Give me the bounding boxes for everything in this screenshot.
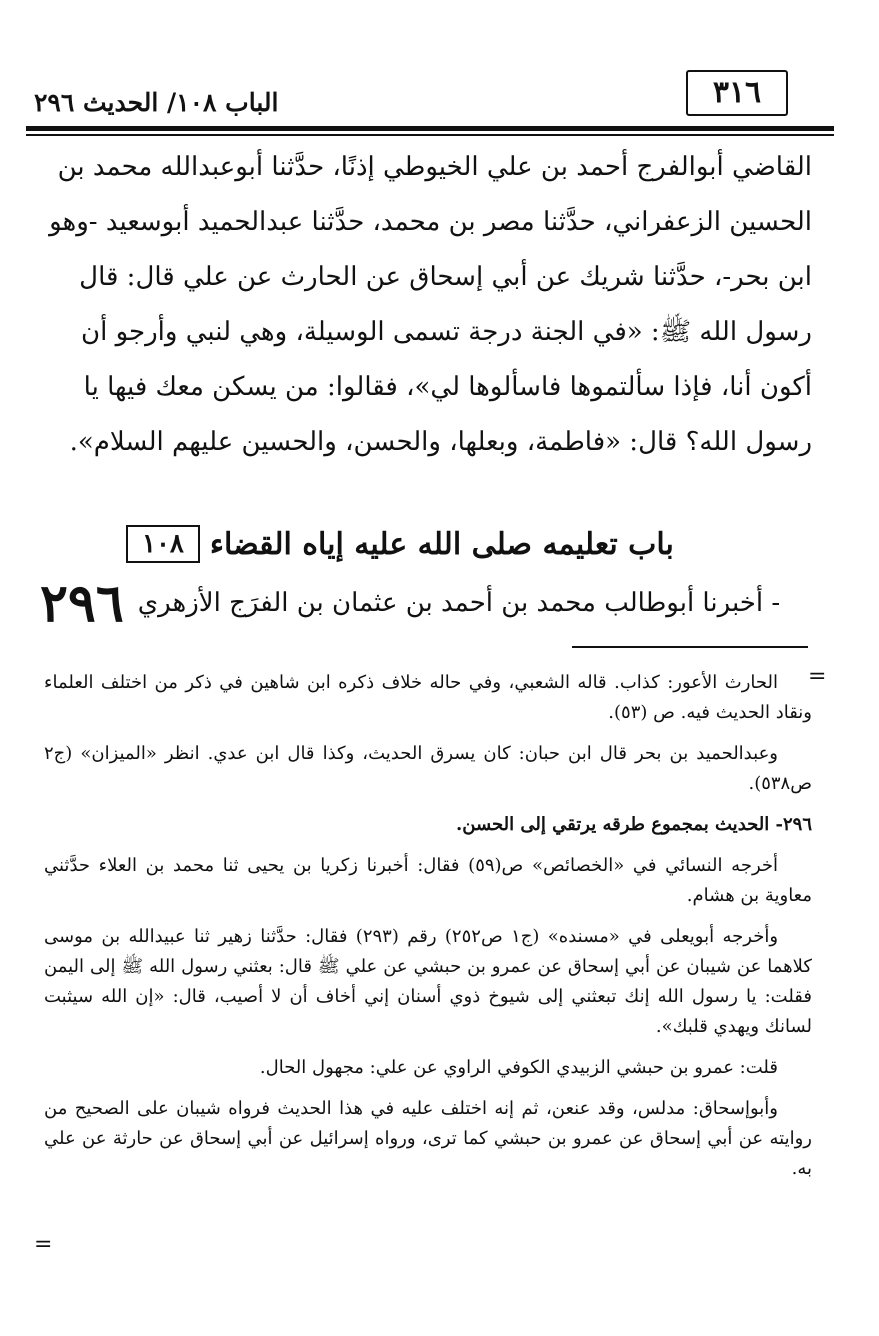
chapter-heading	[126, 514, 826, 574]
chapter-number: ١٠٨	[126, 525, 200, 563]
hadith-heading	[40, 572, 810, 634]
footnote-hadith-grade: ٢٩٦- الحديث بمجموع طرقه يرتقي إلى الحسن.	[456, 814, 812, 835]
page-header	[26, 62, 838, 132]
main-line: ابن بحر-، حدَّثنا شريك عن أبي إسحاق عن الحارث عن علي قال: قال	[79, 262, 812, 292]
main-line: رسول الله ﷺ: «في الجنة درجة تسمى الوسيلة، وهي لنبي وأرجو أن	[81, 317, 812, 347]
main-text	[36, 140, 812, 470]
footnote-rule	[572, 646, 808, 648]
footnotes	[44, 668, 812, 1195]
footnote-paragraph: الحارث الأعور: كذاب. قاله الشعبي، وفي حاله خلاف ذكره ابن شاهين في ذكر من اختلف العلماء ونقاد الحديث فيه. ص (٥٣).	[44, 672, 812, 723]
footnote-paragraph: وأخرجه أبويعلى في «مسنده» (ج١ ص٢٥٢) رقم (٢٩٣) فقال: حدَّثنا زهير ثنا عبيدالله بن موسى كلاهما عن شيبان عن أبي إسحاق عن عمرو بن حبشي عن علي ﷺ قال: بعثني رسول الله ﷺ إلى اليمن فقلت: يا رسول الله إنك تبعثني إلى شيوخ ذوي أسنان إني أخاف أن لا أصيب، قال: «إن الله سيثبت لسانك ويهدي قلبك».	[44, 926, 812, 1037]
hadith-text: - أخبرنا أبوطالب محمد بن أحمد بن عثمان بن الفرَج الأزهري	[137, 588, 781, 618]
footnote-paragraph: أخرجه النسائي في «الخصائص» ص(٥٩) فقال: أخبرنا زكريا بن يحيى ثنا محمد بن العلاء حدَّثني معاوية بن هشام.	[44, 855, 812, 906]
chapter-title: باب تعليمه صلى الله عليه إياه القضاء	[209, 526, 674, 562]
main-line: رسول الله؟ قال: «فاطمة، وبعلها، والحسن، والحسين عليهم السلام».	[69, 427, 812, 457]
page-number: ٣١٦	[686, 70, 788, 116]
header-rule-thin	[26, 134, 834, 136]
footnote-paragraph: وأبوإسحاق: مدلس، وقد عنعن، ثم إنه اختلف عليه في هذا الحديث فرواه شيبان على الصحيح من روايته عن أبي إسحاق عن عمرو بن حبشي كما ترى، ورواه إسرائيل عن أبي إسحاق عن حارثة عن علي به.	[44, 1098, 812, 1179]
running-title: الباب ١٠٨/ الحديث ٢٩٦	[34, 88, 279, 117]
header-rule-thick	[26, 126, 834, 131]
main-line: القاضي أبوالفرج أحمد بن علي الخيوطي إذنًا، حدَّثنا أبوعبدالله محمد بن	[57, 152, 812, 182]
continuation-mark-bottom: =	[34, 1232, 53, 1257]
hadith-number: ٢٩٦	[40, 572, 124, 634]
footnote-paragraph: وعبدالحميد بن بحر قال ابن حبان: كان يسرق الحديث، وكذا قال ابن عدي. انظر «الميزان» (ج٢ ص٥٣٨).	[44, 743, 812, 794]
main-line: الحسين الزعفراني، حدَّثنا مصر بن محمد، حدَّثنا عبدالحميد أبوسعيد -وهو	[49, 207, 812, 237]
main-line: أكون أنا، فإذا سألتموها فاسألوها لي»، فقالوا: من يسكن معك فيها يا	[83, 372, 812, 402]
footnote-paragraph: قلت: عمرو بن حبشي الزبيدي الكوفي الراوي عن علي: مجهول الحال.	[259, 1057, 778, 1078]
continuation-mark-top: =	[808, 664, 827, 689]
